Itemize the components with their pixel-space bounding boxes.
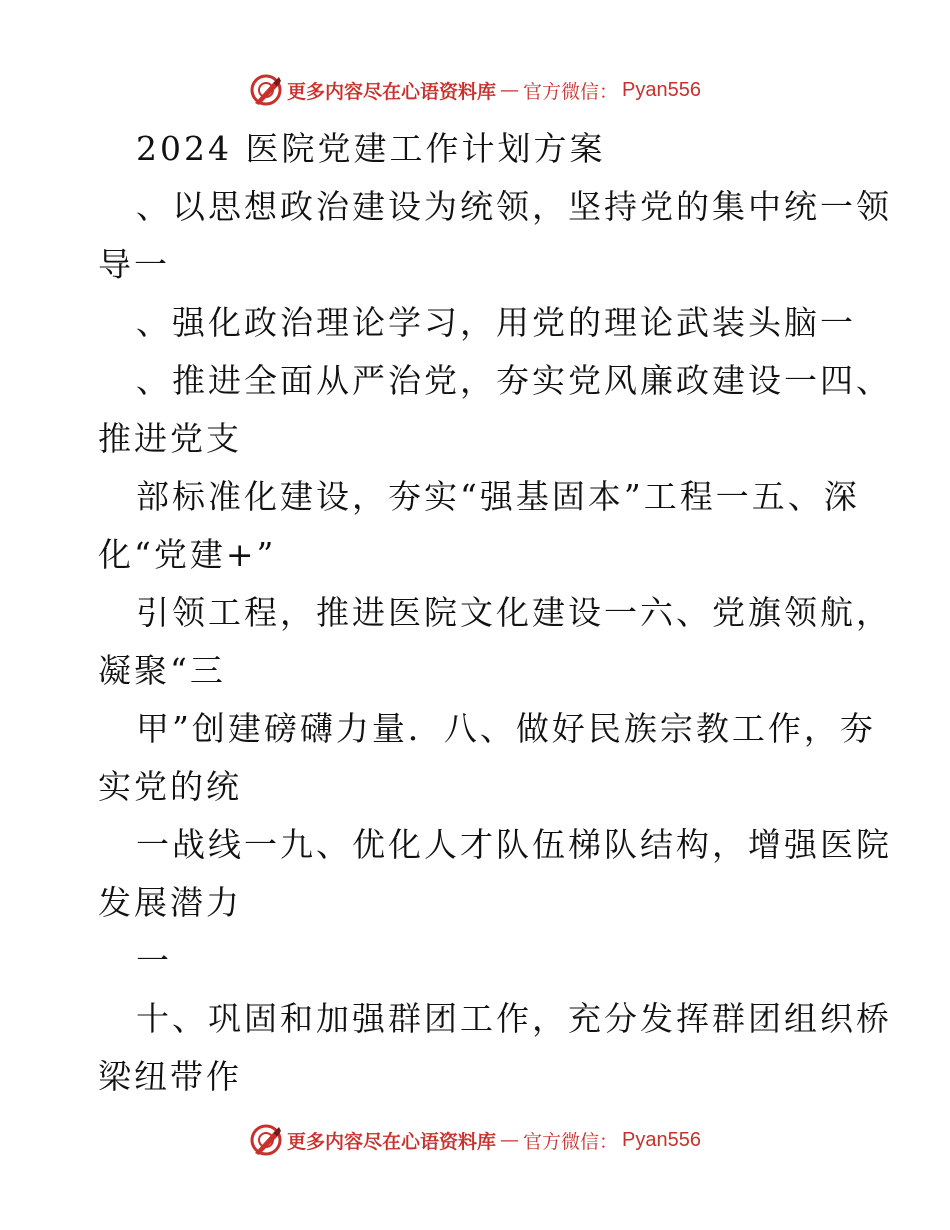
document-line: 十、巩固和加强群团工作，充分发挥群团组织桥: [136, 999, 892, 1038]
footer-watermark-banner: [0, 1122, 950, 1158]
document-line: 梁纽带作: [98, 1057, 242, 1096]
pen-logo-icon: [249, 73, 283, 107]
pen-logo-icon: [249, 1123, 283, 1157]
banner-main-text: 更多内容尽在心语资料库: [287, 80, 497, 103]
banner-dash: —: [500, 79, 520, 101]
banner-wechat-id: Pyan556: [622, 78, 701, 101]
header-watermark-banner: [0, 72, 950, 108]
document-body: [98, 120, 892, 1106]
document-line: 部标准化建设，夯实“强基固本”工程一五、深: [136, 477, 860, 516]
document-line: 一: [136, 941, 172, 980]
document-line: 推进党支: [98, 419, 242, 458]
document-title: 2024 医院党建工作计划方案: [136, 129, 606, 168]
document-line: 甲”创建磅礴力量．八、做好民族宗教工作，夯: [136, 709, 876, 748]
document-line: 、推进全面从严治党，夯实党风廉政建设一四、: [136, 361, 892, 400]
document-line: 导一: [98, 245, 170, 284]
document-line: 引领工程，推进医院文化建设一六、党旗领航，: [136, 593, 892, 632]
banner-wechat-id: Pyan556: [622, 1128, 701, 1151]
banner-sub-text: 官方微信：: [523, 1130, 619, 1153]
document-line: 凝聚“三: [98, 651, 226, 690]
document-line: 化“党建+”: [98, 535, 277, 574]
banner-main-text: 更多内容尽在心语资料库: [287, 1130, 497, 1153]
document-line: 实党的统: [98, 767, 242, 806]
document-line: 一战线一九、优化人才队伍梯队结构，增强医院: [136, 825, 892, 864]
document-line: 、以思想政治建设为统领，坚持党的集中统一领: [136, 187, 892, 226]
document-line: 发展潜力: [98, 883, 242, 922]
banner-dash: —: [500, 1129, 520, 1151]
banner-sub-text: 官方微信：: [523, 80, 619, 103]
document-line: 、强化政治理论学习，用党的理论武装头脑一: [136, 303, 856, 342]
